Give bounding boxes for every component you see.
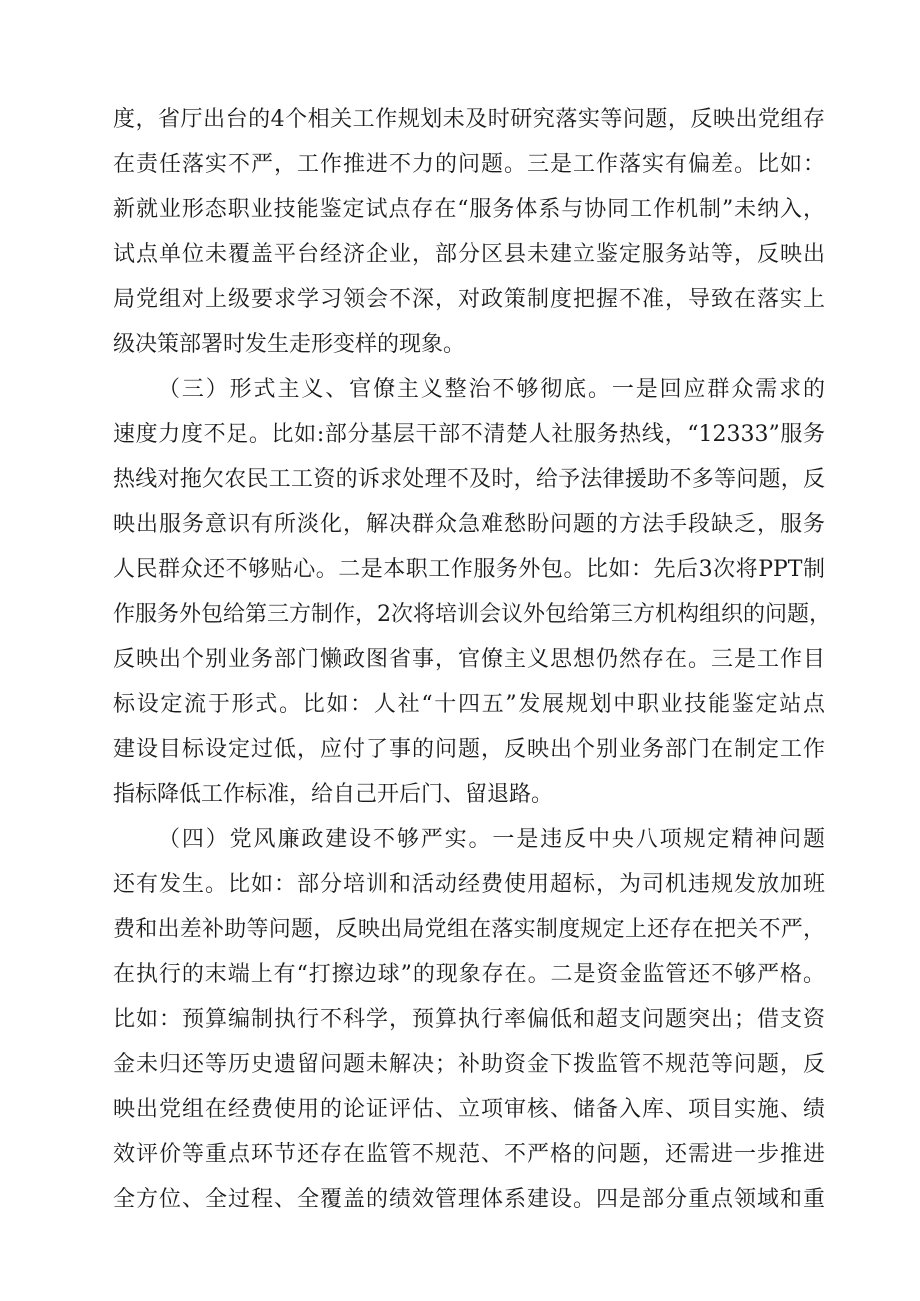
- text-line: 热线对拖欠农民工工资的诉求处理不及时，给予法律援助不多等问题，反: [113, 467, 825, 492]
- text-line: 反映出个别业务部门懒政图省事，官僚主义思想仍然存在。三是工作目: [113, 647, 825, 672]
- text-line: 度，省厅出台的4个相关工作规划未及时研究落实等问题，反映出党组存: [113, 107, 825, 132]
- text-line: 映出党组在经费使用的论证评估、立项审核、储备入库、项目实施、绩: [113, 1097, 825, 1122]
- text-line: 比如：预算编制执行不科学，预算执行率偏低和超支问题突出；借支资: [113, 1007, 825, 1032]
- text-line: 映出服务意识有所淡化，解决群众急难愁盼问题的方法手段缺乏，服务: [113, 512, 825, 537]
- section-heading-line: （四）党风廉政建设不够严实。一是违反中央八项规定精神问题: [158, 827, 825, 852]
- text-line: 速度力度不足。比如:部分基层干部不清楚人社服务热线，“12333”服务: [113, 422, 825, 447]
- text-line: 标设定流于形式。比如：人社“十四五”发展规划中职业技能鉴定站点: [113, 692, 825, 717]
- text-line: 新就业形态职业技能鉴定试点存在“服务体系与协同工作机制”未纳入，: [113, 197, 825, 222]
- text-line: 试点单位未覆盖平台经济企业，部分区县未建立鉴定服务站等，反映出: [113, 242, 825, 267]
- section-heading-line: （三）形式主义、官僚主义整治不够彻底。一是回应群众需求的: [158, 377, 825, 402]
- text-line: 作服务外包给第三方制作，2次将培训会议外包给第三方机构组织的问题，: [113, 602, 831, 627]
- text-line: 指标降低工作标准，给自己开后门、留退路。: [113, 782, 554, 807]
- text-line: 费和出差补助等问题，反映出局党组在落实制度规定上还存在把关不严，: [113, 917, 825, 942]
- text-line: 还有发生。比如：部分培训和活动经费使用超标，为司机违规发放加班: [113, 872, 825, 897]
- text-line: 级决策部署时发生走形变样的现象。: [113, 332, 466, 357]
- text-line: 建设目标设定过低，应付了事的问题，反映出个别业务部门在制定工作: [113, 737, 825, 762]
- text-line: 效评价等重点环节还存在监管不规范、不严格的问题，还需进一步推进: [113, 1142, 825, 1167]
- text-line: 局党组对上级要求学习领会不深，对政策制度把握不准，导致在落实上: [113, 287, 825, 312]
- text-line: 人民群众还不够贴心。二是本职工作服务外包。比如：先后3次将PPT制: [113, 557, 825, 582]
- text-line: 在责任落实不严，工作推进不力的问题。三是工作落实有偏差。比如：: [113, 152, 825, 177]
- text-line: 金未归还等历史遗留问题未解决；补助资金下拨监管不规范等问题，反: [113, 1052, 825, 1077]
- text-line: 全方位、全过程、全覆盖的绩效管理体系建设。四是部分重点领域和重: [113, 1187, 825, 1212]
- text-line: 在执行的末端上有“打擦边球”的现象存在。二是资金监管还不够严格。: [113, 962, 825, 987]
- body-text: [113, 97, 831, 1222]
